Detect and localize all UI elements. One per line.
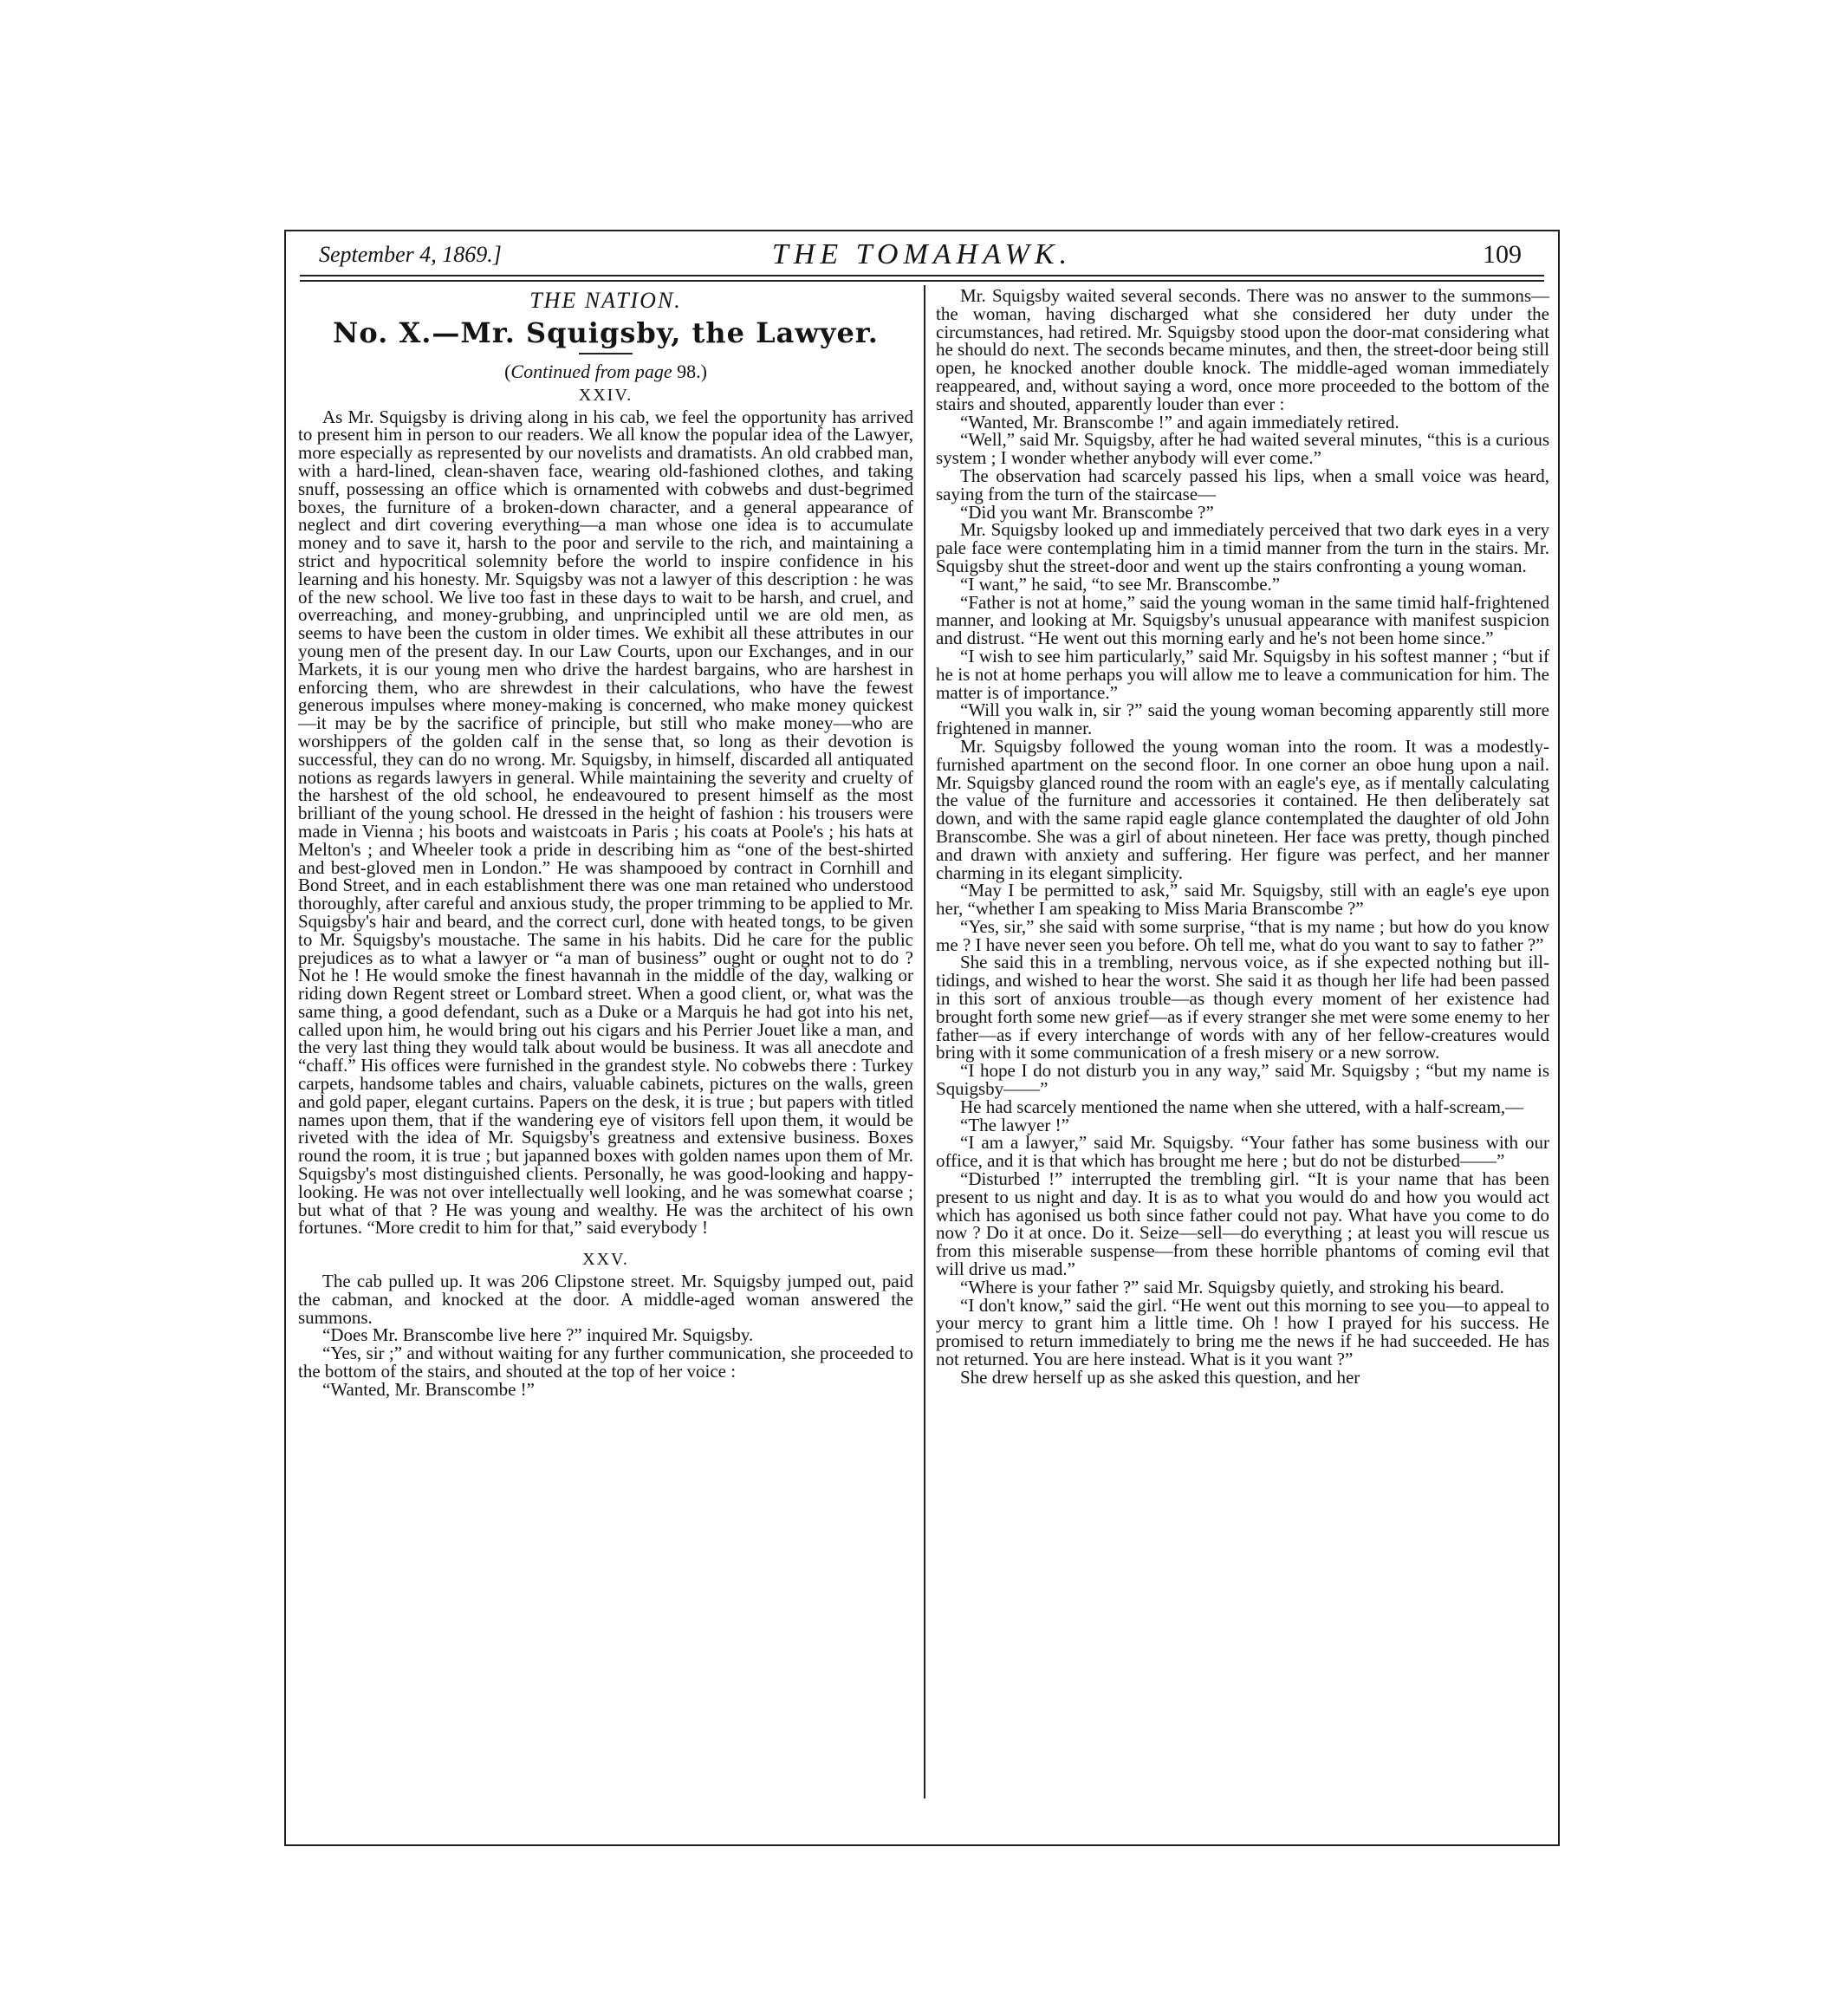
- continued-note: [298, 363, 913, 381]
- paragraph: She drew herself up as she asked this question, and her: [960, 1366, 1360, 1388]
- header-date: September 4, 1869.]: [319, 242, 502, 267]
- header-rule-top: [300, 275, 1544, 276]
- paragraph: “I want,” he said, “to see Mr. Branscombe.”: [960, 573, 1281, 595]
- paragraph: “Yes, sir ;” and without waiting for any further communication, she proceeded to the bottom of the stairs, and shouted at the top of her voice :: [298, 1343, 913, 1382]
- continued-open: (: [504, 361, 511, 382]
- paragraph: The cab pulled up. It was 206 Clipstone street. Mr. Squigsby jumped out, paid the cabman, and knocked at the door. A middle-aged woman answered the summons.: [298, 1271, 913, 1328]
- paragraph: “Does Mr. Branscombe live here ?” inquired Mr. Squigsby.: [322, 1324, 754, 1346]
- paragraph: “Father is not at home,” said the young woman in the same timid half-frightened manner, and looking at Mr. Squigsby's unusual appearance with manifest suspicion and distrust. “He went out this morning early and he's not been home since.”: [936, 591, 1549, 649]
- chapter-xxiv: XXIV.: [578, 385, 633, 405]
- masthead-title: THE TOMAHAWK.: [771, 238, 1073, 270]
- paragraph: “I hope I do not disturb you in any way,” said Mr. Squigsby ; “but my name is Squigsby——”: [936, 1060, 1549, 1100]
- title-rule: [579, 353, 633, 354]
- page-header: [286, 231, 1558, 275]
- continued-italic: Continued from page: [510, 361, 672, 382]
- right-column: [936, 287, 1549, 1387]
- chapter-xxv: XXV.: [582, 1250, 629, 1270]
- paragraph: “I am a lawyer,” said Mr. Squigsby. “Your father has some business with our office, and it is that which has brought me here ; but do not be disturbed——”: [936, 1132, 1549, 1172]
- column-separator: [924, 285, 925, 1798]
- paragraph: She said this in a trembling, nervous voice, as if she expected nothing but ill-tidings, and wished to hear the worst. She said it as though her life had been passed in this sort of anxious trouble—as though every moment of her existence had brought forth some new grief—as if every stranger she met were some enemy to her father—as if every interchange of words with any of her fellow-creatures would bring with it some communication of a fresh misery or a new sorrow.: [936, 952, 1549, 1063]
- page-number: 109: [1483, 240, 1522, 269]
- paragraph: As Mr. Squigsby is driving along in his cab, we feel the opportunity has arrived to present him in person to our readers. We all know the popular idea of the Lawyer, more especially as represented by our novelists and dramatists. An old crabbed man, with a hard-lined, clean-shaven face, wearing old-fashioned clothes, and taking snuff, possessing an office which is ornamented with cobwebs and dust-begrimed boxes, the furniture of a broken-down character, and a general appearance of neglect and dirt covering everything—a man whose one idea is to accumulate money and to save it, harsh to the poor and servile to the rich, and maintaining a strict and hypocritical solemnity before the world to inspire confidence in his learning and his honesty. Mr. Squigsby was not a lawyer of this description : he was of the new school. We live too fast in these days to wait to be harsh, and cruel, and overreaching, and money-grubbing, and unprincipled until we are old men, as seems to have been the custom in older times. We exhibit all these attributes in our young men of the present day. In our Law Courts, upon our Exchanges, and in our Markets, it is our young men who drive the hardest bargains, who are harshest in enforcing them, who are shrewdest in their calculations, who have the fewest generous impulses where money-making is concerned, who make money quickest—it may be by the sacrifice of principle, but still who make money—who are worshippers of the golden calf in the sense that, so long as their devotion is successful, they can do no wrong. Mr. Squigsby, in himself, discarded all antiquated notions as regards lawyers in general. While maintaining the severity and cruelty of the harshest of the old school, he endeavoured to present himself as the most brilliant of the young school. He dressed in the height of fashion : his trousers were made in Vienna ; his boots and waistcoats in Paris ; his coats at Poole's ; his hats at Melton's ; and Wheeler took a pride in describing him as “one of the best-shirted and best-gloved men in London.” He was shampooed by contract in Cornhill and Bond Street, and in each establishment there was one man retained who understood thoroughly, after careful and anxious study, the proper trimming to be applied to Mr. Squigsby's hair and beard, and the correct curl, done with heated tongs, to be given to Mr. Squigsby's moustache. The same in his habits. Did he care for the public prejudices as to what a lawyer or “a man of business” ought or ought not to do ? Not he ! He would smoke the finest havannah in the middle of the day, walking or riding down Regent street or Lombard street. When a good client, or, what was the same thing, a good defendant, such as a Duke or a Marquis he had got into his net, called upon him, he would bring out his cigars and his Perrier Jouet like a man, and the very last thing they would talk about would be business. It was all anecdote and “chaff.” His offices were furnished in the grandest style. No cobwebs there : Turkey carpets, handsome tables and chairs, valuable cabinets, pictures on the walls, green and gold paper, elegant curtains. Papers on the desk, it is true ; but papers with titled names upon them, that if the wandering eye of visitors fell upon them, it would be riveted with the idea of Mr. Squigsby's greatness and extensive business. Boxes round the room, it is true ; but japanned boxes with golden names upon them of Mr. Squigsby's most distinguished clients. Personally, he was good-looking and happy-looking. He was not over intellectually well looking, and he was somewhat coarse ; but what of that ? He was young and wealthy. He was the architect of his own fortunes. “More credit to him for that,” said everybody !: [298, 406, 913, 1239]
- paragraph: “May I be permitted to ask,” said Mr. Squigsby, still with an eagle's eye upon her, “whether I am speaking to Miss Maria Branscombe ?”: [936, 880, 1549, 920]
- paragraph: “Disturbed !” interrupted the trembling girl. “It is your name that has been present to us night and day. It is as to what you would do and how you would act which has agonised us both since father could not pay. What have you come to do now ? Do it at once. Do it. Seize—sell—do everything ; at least you will rescue us from this miserable suspense—from these horrible phantoms of coming evil that will drive us mad.”: [936, 1168, 1549, 1280]
- paragraph: Mr. Squigsby followed the young woman into the room. It was a modestly-furnished apartment on the second floor. In one corner an oboe hung upon a nail. Mr. Squigsby glanced round the room with an eagle's eye, as if mentally calculating the value of the furniture and accessories it contained. He then deliberately sat down, and with the same rapid eagle glance contemplated the daughter of old John Branscombe. She was a girl of about nineteen. Her face was pretty, though pinched and drawn with anxiety and suffering. Her figure was perfect, and her manner charming in its elegant simplicity.: [936, 735, 1549, 883]
- paragraph: “Well,” said Mr. Squigsby, after he had waited several minutes, “this is a curious system ; I wonder whether anybody will ever come.”: [936, 429, 1549, 469]
- paragraph: “I wish to see him particularly,” said Mr. Squigsby in his softest manner ; “but if he is not at home perhaps you will allow me to leave a communication for him. The matter is of importance.”: [936, 645, 1549, 703]
- paragraph: Mr. Squigsby looked up and immediately perceived that two dark eyes in a very pale face were contemplating him in a timid manner from the turn in the stairs. Mr. Squigsby shut the street-door and went up the stairs confronting a young woman.: [936, 519, 1549, 576]
- paragraph: “The lawyer !”: [960, 1114, 1069, 1135]
- paragraph: “I don't know,” said the girl. “He went out this morning to see you—to appeal to your mercy to grant him a little time. Oh ! how I prayed for his success. He promised to return immediately to bring me the news if he had succeeded. He has not returned. You are here instead. What is it you want ?”: [936, 1294, 1549, 1370]
- paragraph: Mr. Squigsby waited several seconds. There was no answer to the summons—the woman, having discharged what she considered her duty under the circumstances, had retired. Mr. Squigsby stood upon the door-mat considering what he should do next. The seconds became minutes, and then, the street-door being still open, he knocked another double knock. The middle-aged woman immediately reappeared, and, without saying a word, once more proceeded to the bottom of the stairs and shouted, apparently louder than ever :: [936, 285, 1549, 414]
- paragraph: The observation had scarcely passed his lips, when a small voice was heard, saying from the turn of the staircase—: [936, 465, 1549, 504]
- paragraph: He had scarcely mentioned the name when she uttered, with a half-scream,—: [960, 1096, 1524, 1117]
- continued-page: 98.): [677, 361, 707, 382]
- newspaper-page: [284, 230, 1560, 1846]
- article-title: No. X.—Mr. Squigsby, the Lawyer.: [333, 316, 879, 349]
- paragraph: “Will you walk in, sir ?” said the young woman becoming apparently still more frightened in manner.: [936, 699, 1549, 739]
- paragraph: “Wanted, Mr. Branscombe !” and again immediately retired.: [960, 411, 1399, 432]
- paragraph: “Where is your father ?” said Mr. Squigsby quietly, and stroking his beard.: [960, 1276, 1504, 1297]
- paragraph: “Yes, sir,” she said with some surprise, “that is my name ; but how do you know me ? I have never seen you before. Oh tell me, what do you want to say to father ?”: [936, 915, 1549, 955]
- header-rule-bottom: [300, 280, 1544, 282]
- paragraph: “Wanted, Mr. Branscombe !”: [322, 1378, 535, 1400]
- section-title: THE NATION.: [529, 288, 682, 313]
- paragraph: “Did you want Mr. Branscombe ?”: [960, 501, 1214, 523]
- left-column: [298, 287, 913, 1399]
